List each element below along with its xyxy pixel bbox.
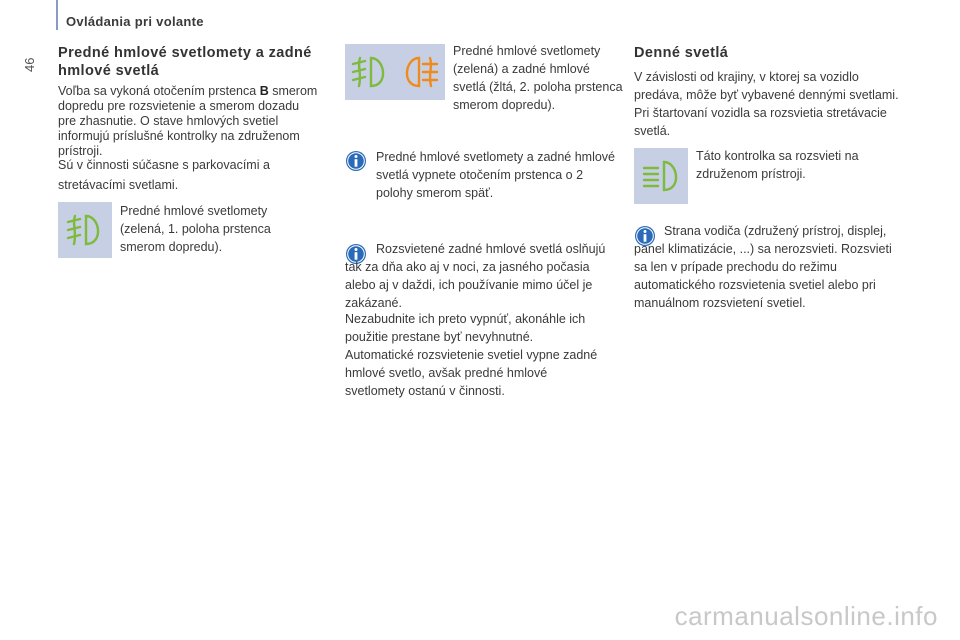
front-fog-icon-box xyxy=(58,202,112,258)
rear-fog-warning-info: Rozsvietené zadné hmlové svetlá oslňujú tak za dňa ako aj v noci, za jasného počasia alebo aj v daždi, ich používanie mimo účel je zakázané. xyxy=(345,242,606,310)
front-fog-lamp-icon xyxy=(58,202,112,258)
fog-lights-paragraph-2: Sú v činnosti súčasne s parkovacími a stretávacími svetlami. xyxy=(58,158,270,192)
front-rear-fog-icon-box xyxy=(345,44,445,100)
fog-reminder-paragraph: Nezabudnite ich preto vypnúť, akonáhle ich použitie prestane byť nevyhnutné. xyxy=(345,312,586,344)
section-title: Ovládania pri volante xyxy=(66,14,204,29)
info-icon xyxy=(345,150,367,172)
watermark: carmanualsonline.info xyxy=(674,601,938,631)
daytime-lights-paragraph: V závislosti od krajiny, v ktorej sa vozidlo predáva, môže byť vybavené dennými svetlami. Pri štartovaní vozidla sa rozsvietia stretávacie svetlá. xyxy=(634,70,899,138)
fog-lights-paragraph-1 xyxy=(58,84,320,159)
front-and-rear-fog-icons xyxy=(345,44,445,100)
auto-lights-paragraph: Automatické rozsvietenie svetiel vypne zadné hmlové svetlo, avšak predné hmlové svetlomety ostanú v činnosti. xyxy=(345,348,598,398)
daytime-light-caption: Táto kontrolka sa rozsvieti na združenom prístroji. xyxy=(696,149,859,181)
p1-rest: smerom dopredu pre rozsvietenie a smerom dozadu pre zhasnutie. O stave hmlových svetiel informujú príslušné kontrolky na združenom prístroji. xyxy=(58,84,318,158)
header-accent-line xyxy=(56,0,58,30)
daytime-light-icon-box xyxy=(634,148,688,204)
driver-side-info: Strana vodiča (združený prístroj, displej, panel klimatizácie, ...) sa nerozsvieti. Rozsvieti sa len v prípade prechodu do režimu automatického rozsvietenia svetiel alebo pri manuálnom rozsvietení svetiel. xyxy=(634,224,892,310)
front-fog-lamp-icon xyxy=(353,58,383,86)
fog-lights-title: Predné hmlové svetlomety a zadné hmlové svetlá xyxy=(58,45,312,79)
daytime-lights-title: Denné svetlá xyxy=(634,45,729,61)
front-fog-icon-caption: Predné hmlové svetlomety (zelená, 1. poloha prstenca smerom dopredu). xyxy=(120,204,271,254)
ring-b-label: B xyxy=(259,84,269,98)
front-rear-fog-icon-caption: Predné hmlové svetlomety (zelená) a zadné hmlové svetlá (žltá, 2. poloha prstenca smerom dopredu). xyxy=(453,44,623,112)
fog-off-info: Predné hmlové svetlomety a zadné hmlové svetlá vypnete otočením prstenca o 2 polohy smerom späť. xyxy=(376,150,616,200)
page-number: 46 xyxy=(22,57,37,72)
rear-fog-lamp-icon xyxy=(407,58,437,86)
p1-prefix: Voľba sa vykoná otočením prstenca xyxy=(58,84,260,98)
daytime-running-light-icon xyxy=(634,148,688,204)
